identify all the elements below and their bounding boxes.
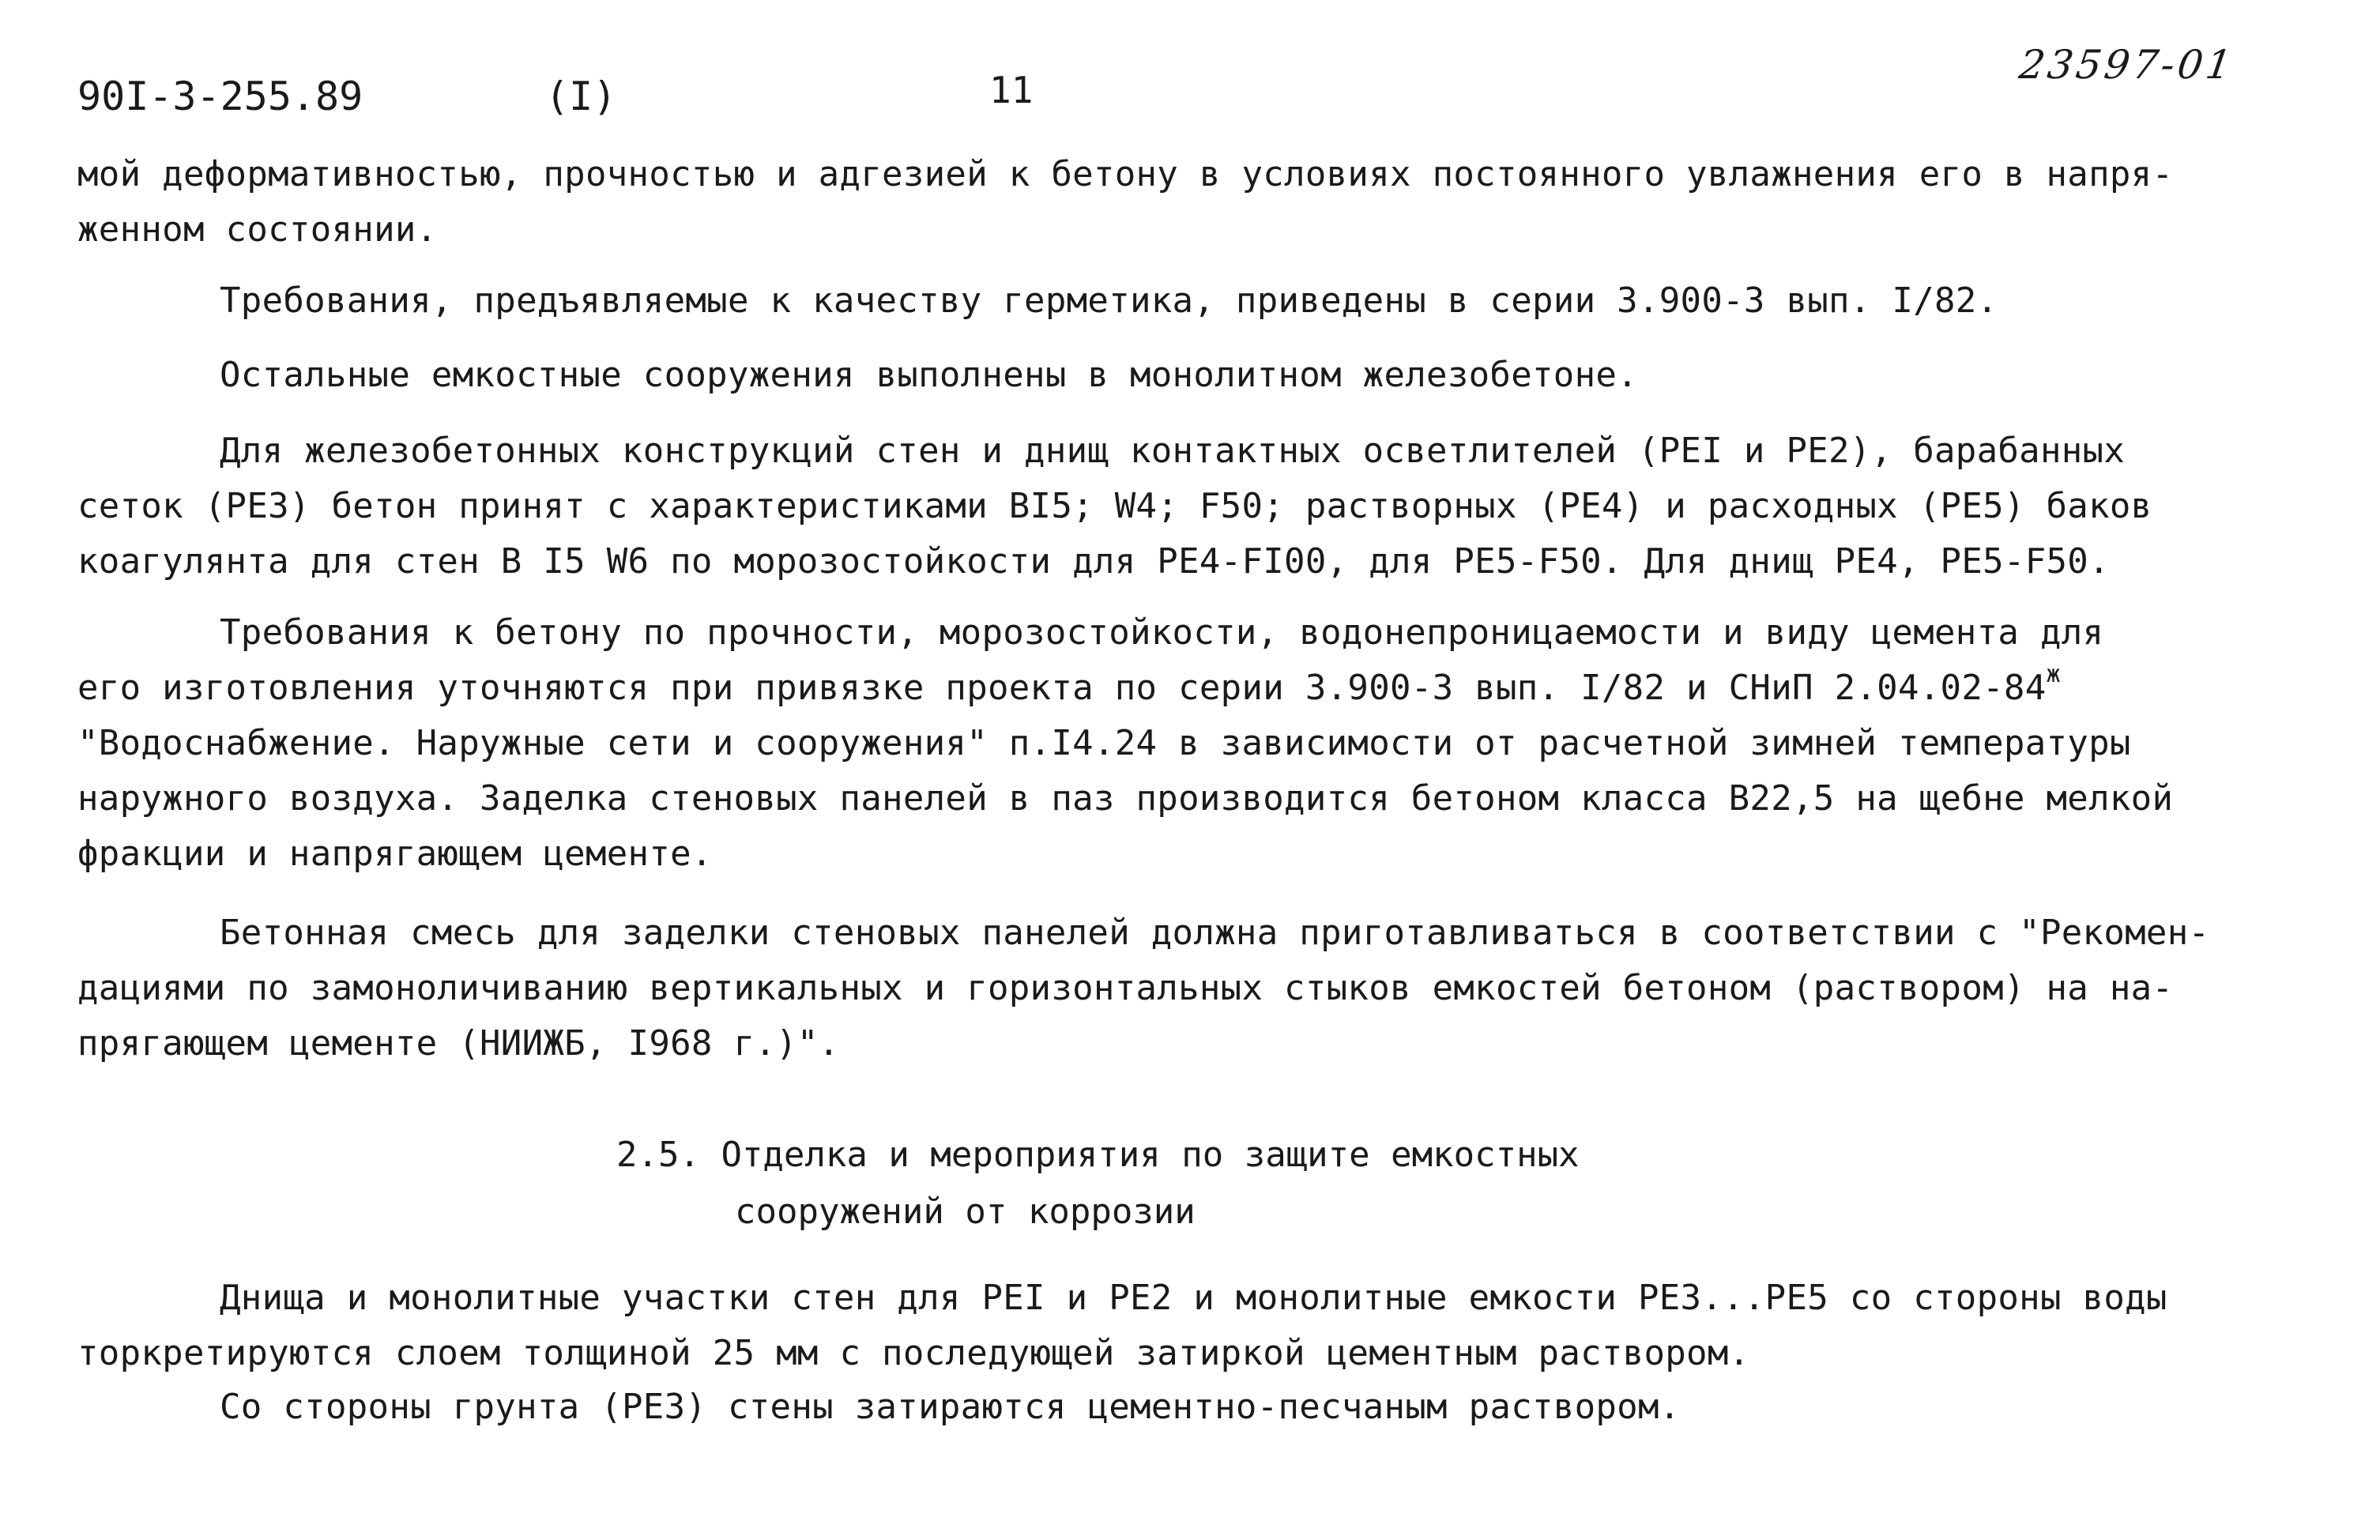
text-line: сеток (PE3) бетон принят с характеристиками BI5; W4; F50; растворных (PE4) и расходных (PE5) баков: [77, 486, 2152, 526]
text-line: фракции и напрягающем цементе.: [77, 834, 713, 874]
text-line: "Водоснабжение. Наружные сети и сооружения" п.I4.24 в зависимости от расчетной зимней температуры: [77, 723, 2131, 763]
paragraph-concrete-mix: [77, 906, 2353, 1071]
footnote-mark: ж: [2046, 661, 2061, 688]
text-line: Остальные емкостные сооружения выполнены в монолитном железобетоне.: [220, 355, 1638, 395]
text-line: дациями по замоноличиванию вертикальных и горизонтальных стыков емкостей бетоном (раствором) на на-: [77, 968, 2174, 1008]
text-line-body: его изготовления уточняются при привязке проекта по серии 3.900-3 вып. I/82 и СНиП 2.04.02-84: [77, 668, 2047, 708]
text-line: прягающем цементе (НИИЖБ, I968 г.)".: [77, 1023, 840, 1064]
text-line: Бетонная смесь для заделки стеновых панелей должна приготавливаться в соответствии с "Рекомен-: [220, 913, 2210, 953]
sheet-part-label: (I): [545, 73, 617, 119]
handwritten-inventory-number: 23597-01: [2016, 42, 2238, 88]
section-heading-line: сооружений от коррозии: [735, 1192, 1196, 1232]
text-line: Днища и монолитные участки стен для PEI и PE2 и монолитные емкости PE3...PE5 со стороны воды: [220, 1278, 2167, 1318]
section-heading: [616, 1127, 1580, 1241]
paragraph-sealant-requirements: [77, 273, 2353, 329]
text-line: мой деформативностью, прочностью и адгезией к бетону в условиях постоянного увлажнения его в напря-: [77, 154, 2174, 194]
paragraph-ground-side: [77, 1380, 2353, 1435]
paragraph-other-structures: [77, 348, 2353, 403]
paragraph-gunite-finish: [77, 1271, 2353, 1381]
text-line: наружного воздуха. Заделка стеновых панелей в паз производится бетоном класса B22,5 на щебне мелкой: [77, 778, 2174, 819]
text-line: Требования к бетону по прочности, морозостойкости, водонепроницаемости и виду цемента для: [220, 612, 2104, 653]
text-line: женном состоянии.: [77, 209, 438, 250]
page-number: 11: [989, 69, 1034, 111]
text-line: коагулянта для стен В I5 W6 по морозостойкости для PE4-FI00, для PE5-F50. Для днищ PE4, PE5-F50.: [77, 541, 2110, 582]
text-line: Требования, предъявляемые к качеству герметика, приведены в серии 3.900-3 вып. I/82.: [220, 281, 1998, 321]
text-line: Для железобетонных конструкций стен и днищ контактных осветлителей (PEI и PE2), барабанных: [220, 431, 2126, 471]
paragraph-concrete-requirements: [77, 605, 2353, 882]
section-heading-line: 2.5. Отделка и мероприятия по защите емкостных: [616, 1135, 1580, 1175]
paragraph-concrete-characteristics: [77, 424, 2353, 589]
paragraph-continuation: [77, 147, 2353, 258]
text-line: Со стороны грунта (PE3) стены затираются цементно-песчаным раствором.: [220, 1387, 1681, 1427]
text-line: торкретируются слоем толщиной 25 мм с последующей затиркой цементным раствором.: [77, 1333, 1750, 1373]
document-code: 90I-3-255.89: [77, 73, 363, 119]
text-line: [77, 661, 2353, 716]
